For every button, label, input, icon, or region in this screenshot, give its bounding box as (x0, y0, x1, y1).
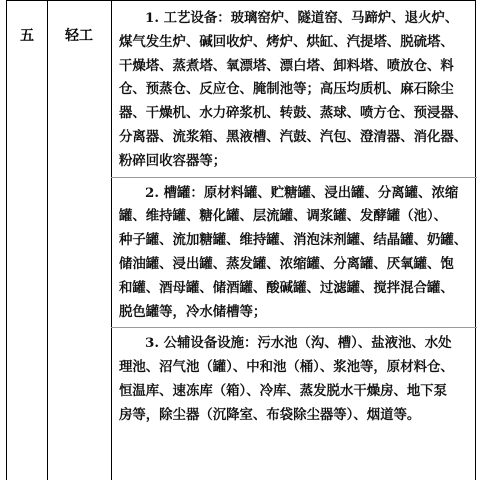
text-line: 粉碎回收容器等； (119, 152, 227, 169)
text-line: 恒温库、速冻库（箱）、冷库、蒸发脱水干燥房、地下泵 (119, 382, 448, 399)
equipment-description-cell (119, 7, 469, 428)
text-line: 房等，除尘器（沉降室、布袋除尘器等）、烟道等。 (119, 406, 421, 423)
tanks-section (119, 182, 469, 325)
text-line: 器、干燥机、水力碎浆机、转鼓、蒸球、喷方仓、预浸器、 (119, 105, 468, 122)
process-equipment-section (119, 7, 469, 174)
column-divider (47, 1, 48, 480)
auxiliary-facilities-section (119, 332, 469, 427)
category-cell: 轻工 (65, 28, 93, 44)
text-line: 仓、预蒸仓、反应仓、腌制池等；高压均质机、麻石除尘 (119, 81, 454, 98)
text-line: 罐、维持罐、糖化罐、层流罐、调浆罐、发酵罐（池）、 (119, 208, 448, 225)
section-divider (111, 177, 477, 178)
text-line: 干燥塔、蒸煮塔、氧漂塔、漂白塔、卸料塔、喷放仓、料 (119, 57, 454, 74)
text-line: 种子罐、流加糖罐、维持罐、消泡沫剂罐、结晶罐、奶罐、 (119, 232, 468, 249)
text-line: 3. 公辅设备设施：污水池（沟、槽）、盐液池、水处 (145, 335, 452, 352)
text-line: 理池、沼气池（罐）、中和池（桶）、浆池等，原材料仓、 (119, 359, 454, 376)
text-line: 脱色罐等，冷水储槽等； (119, 303, 267, 320)
column-divider (111, 1, 112, 480)
text-line: 和罐、酒母罐、储酒罐、酸碱罐、过滤罐、搅拌混合罐、 (119, 279, 454, 296)
text-line: 1. 工艺设备：玻璃窑炉、隧道窑、马蹄炉、退火炉、 (145, 10, 459, 26)
text-line: 2. 槽罐：原材料罐、贮糖罐、浸出罐、分离罐、浓缩 (145, 184, 459, 201)
section-divider (111, 327, 477, 328)
row-number-cell: 五 (20, 28, 34, 44)
equipment-table (6, 0, 476, 480)
text-line: 分离器、流浆箱、黑液槽、汽鼓、汽包、澄清器、消化器、 (119, 128, 468, 145)
text-line: 储油罐、浸出罐、蒸发罐、浓缩罐、分离罐、厌氧罐、饱 (119, 255, 454, 272)
text-line: 煤气发生炉、碱回收炉、烤炉、烘缸、汽提塔、脱硫塔、 (119, 33, 454, 50)
